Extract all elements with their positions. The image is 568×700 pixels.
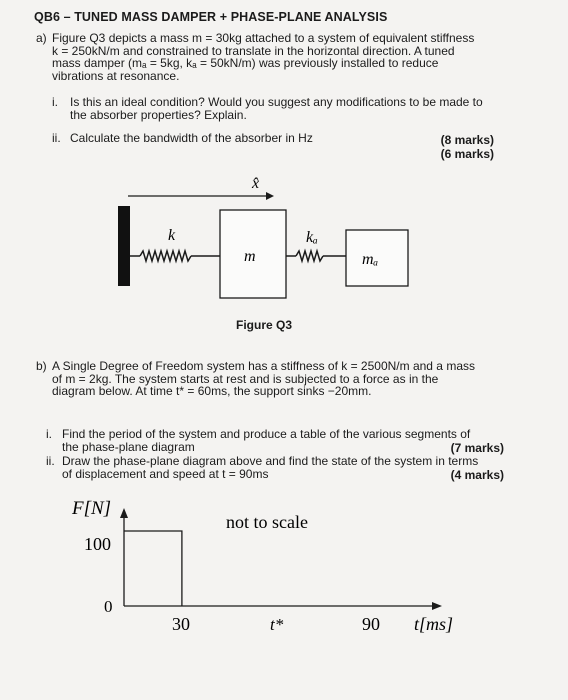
m-label: m: [244, 248, 256, 265]
x-direction-arrowhead: [266, 192, 274, 200]
part-b-line: A Single Degree of Freedom system has a stiffness of k = 2500N/m and a mass: [52, 359, 475, 373]
part-a-sub-i-line: the absorber properties? Explain.: [70, 107, 247, 122]
part-a-sub-ii-marks: (6 marks): [440, 147, 494, 161]
y-value-label: 100: [84, 534, 111, 554]
support-wall: [118, 206, 130, 286]
part-a-sub-i-marks: (8 marks): [440, 133, 494, 147]
x-tick-30: 30: [172, 614, 190, 634]
part-b-sub-i-num: i.: [46, 427, 52, 441]
ma-label: mₐ: [362, 251, 379, 268]
part-a-sub-ii-text: Calculate the bandwidth of the absorber in Hz: [70, 131, 313, 145]
part-a-line: k = 250kN/m and constrained to translate in the horizontal direction. A tuned: [52, 43, 455, 58]
y-axis-label: F[N]: [72, 498, 112, 519]
question-title: QB6 – TUNED MASS DAMPER + PHASE-PLANE ANALYSIS: [34, 10, 388, 24]
force-diagram: [0, 490, 568, 680]
part-b-sub-i-marks: (7 marks): [450, 441, 504, 455]
x-tick-tstar: t*: [270, 615, 284, 634]
ka-label: kₐ: [306, 229, 318, 246]
part-a-sub-i-line: Is this an ideal condition? Would you suggest any modifications to be made to: [70, 95, 483, 109]
part-b-sub-i-text: [62, 428, 502, 453]
part-b-sub-ii-text: [62, 455, 512, 480]
k-label: k: [168, 227, 176, 244]
part-b-line: diagram below. At time t* = 60ms, the support sinks −20mm.: [52, 384, 372, 398]
part-b-sub-i-line: Find the period of the system and produce a table of the various segments of: [62, 427, 471, 441]
part-b-text: [52, 360, 502, 398]
part-b-sub-ii-line: Draw the phase-plane diagram above and find the state of the system in terms: [62, 454, 479, 468]
part-b-sub-i-line: the phase-plane diagram: [62, 439, 195, 454]
part-a-line: mass damper (mₐ = 5kg, kₐ = 50kN/m) was previously installed to reduce: [52, 56, 439, 70]
part-b-sub-ii-marks: (4 marks): [450, 468, 504, 482]
force-x-arrowhead: [432, 602, 442, 610]
part-a-line: vibrations at resonance.: [52, 68, 180, 83]
part-a-sub-i-text: [70, 96, 500, 121]
x-tick-90: 90: [362, 614, 380, 634]
force-pulse-line: [124, 531, 182, 606]
part-b-line: of m = 2kg. The system starts at rest and is subjected to a force as in the: [52, 371, 439, 386]
figure-q3-caption: Figure Q3: [236, 318, 293, 332]
x-axis-label: t[ms]: [414, 614, 454, 634]
not-to-scale-note: not to scale: [226, 512, 308, 532]
part-a-sub-ii-num: ii.: [52, 131, 61, 145]
x-hat-label: x̂: [252, 175, 260, 192]
part-b-label: b): [36, 359, 47, 373]
figure-q3: [0, 160, 568, 310]
origin-label: 0: [104, 597, 113, 616]
force-y-arrowhead: [120, 508, 128, 518]
part-a-text: [52, 32, 492, 82]
part-b-sub-ii-num: ii.: [46, 454, 55, 468]
spring-k: [140, 251, 191, 261]
part-b-sub-ii-line: of displacement and speed at t = 90ms: [62, 466, 269, 481]
spring-ka: [296, 251, 323, 261]
part-a-sub-i-num: i.: [52, 95, 58, 109]
part-a-label: a): [36, 31, 47, 45]
part-a-line: Figure Q3 depicts a mass m = 30kg attached to a system of equivalent stiffness: [52, 31, 475, 45]
